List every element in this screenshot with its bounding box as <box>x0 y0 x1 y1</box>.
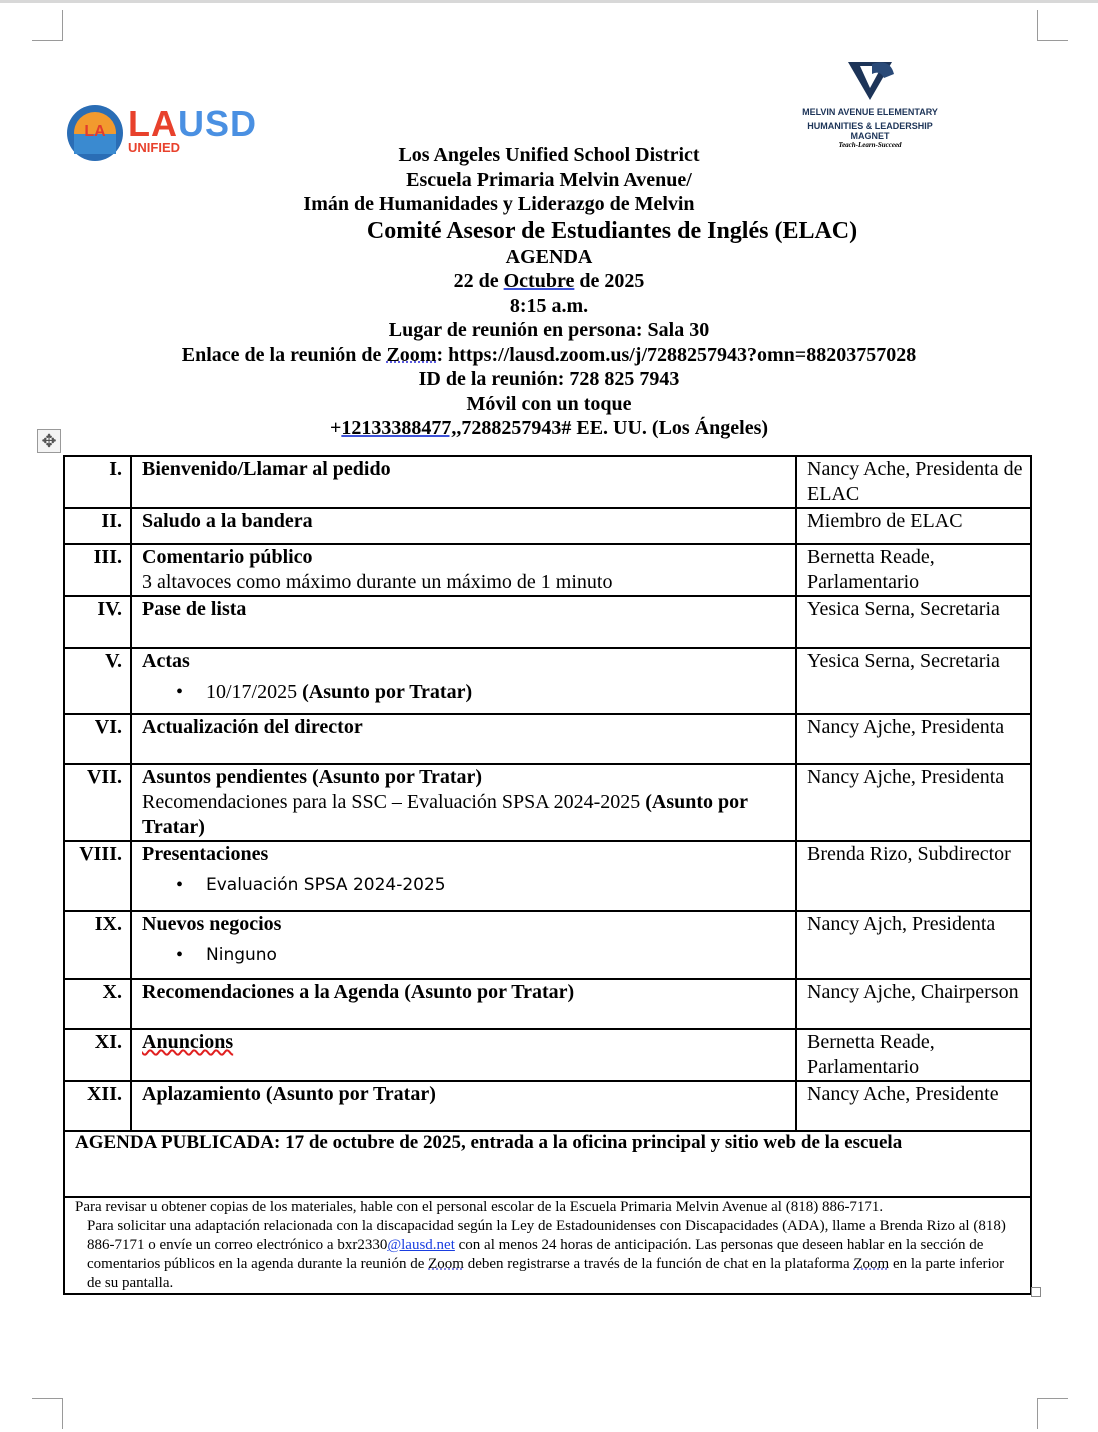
item-title-text: Saludo a la bandera <box>142 510 313 532</box>
item-content <box>131 508 796 544</box>
table-move-handle-icon[interactable]: ✥ <box>37 429 61 453</box>
footer-text: Para solicitar una adaptación relacionada con la discapacidad según la Ley de Estadounidenses con Discapacidades (ADA), llame a Brenda Rizo al (818) 886-7171 o envíe un correo electrónico a bxr2330 <box>87 1218 1006 1253</box>
committee-title: Comité Asesor de Estudiantes de Inglés (ELAC) <box>366 217 858 244</box>
agenda-table <box>63 455 1032 1295</box>
meeting-time: 8:15 a.m. <box>509 294 589 317</box>
agenda-item-row <box>64 456 1031 508</box>
bullet-icon: • <box>176 874 184 896</box>
crop-mark <box>32 10 63 41</box>
item-title <box>142 649 795 674</box>
item-content <box>131 1029 796 1081</box>
crop-mark <box>1037 10 1068 41</box>
school-name: Escuela Primaria Melvin Avenue/ <box>406 168 692 191</box>
meeting-location: Lugar de reunión en persona: Sala 30 <box>388 319 710 341</box>
zoom-word: Zoom <box>386 343 437 366</box>
item-number: XII. <box>64 1081 131 1131</box>
bullet-text <box>206 873 446 898</box>
item-title <box>142 1082 795 1107</box>
item-content <box>131 544 796 596</box>
item-subtext <box>142 570 795 595</box>
item-subtext-bold: (Asunto por Tratar) <box>142 791 748 838</box>
item-presenter: Miembro de ELAC <box>796 508 1031 544</box>
agenda-item-row <box>64 714 1031 764</box>
item-presenter: Yesica Serna, Secretaria <box>796 648 1031 714</box>
bullet-text-part: 10/17/2025 <box>206 681 303 703</box>
phone-line <box>0 416 1098 441</box>
item-presenter: Nancy Ajche, Chairperson <box>796 979 1031 1029</box>
email-link[interactable]: @lausd.net <box>387 1237 455 1253</box>
melvin-logo <box>790 58 950 149</box>
date-month: Octubre <box>503 270 575 292</box>
item-title-text: Actas <box>142 650 190 672</box>
phone-suffix: 7288257943# EE. UU. (Los Ángeles) <box>461 417 769 439</box>
zoom-link-line <box>0 343 1098 368</box>
item-bullet <box>176 680 795 705</box>
item-number: XI. <box>64 1029 131 1081</box>
item-presenter: Nancy Ajche, Presidenta <box>796 714 1031 764</box>
melvin-logo-line1: MELVIN AVENUE ELEMENTARY <box>802 107 938 117</box>
item-title-text: Actualización del director <box>142 716 363 738</box>
item-content <box>131 764 796 841</box>
item-title-text: Pase de lista <box>142 598 247 620</box>
item-content <box>131 596 796 648</box>
phone-link[interactable]: 12133388477,, <box>341 417 462 439</box>
agenda-item-row <box>64 841 1031 911</box>
bullet-text <box>206 680 472 705</box>
bullet-text-part: Ninguno <box>206 945 277 965</box>
item-title <box>142 1030 795 1055</box>
agenda-item-row <box>64 1081 1031 1131</box>
mobile-label: Móvil con un toque <box>466 392 632 415</box>
item-presenter: Nancy Ajch, Presidenta <box>796 911 1031 979</box>
agenda-item-row <box>64 764 1031 841</box>
zoom-word: Zoom <box>853 1256 890 1272</box>
item-content <box>131 714 796 764</box>
item-title <box>142 842 795 867</box>
district-name: Los Angeles Unified School District <box>398 144 700 166</box>
agenda-item-row <box>64 596 1031 648</box>
footer-line1: Para revisar u obtener copias de los materiales, hable con el personal escolar de la Escuela Primaria Melvin Avenue al (818) 886-7171. <box>75 1199 884 1215</box>
lausd-logo: LA LAUSD UNIFIED <box>66 104 266 162</box>
item-bullet <box>176 943 795 968</box>
table-resize-handle[interactable] <box>1031 1287 1041 1297</box>
item-title <box>142 509 795 534</box>
agenda-item-row <box>64 544 1031 596</box>
item-number: III. <box>64 544 131 596</box>
item-presenter: Brenda Rizo, Subdirector <box>796 841 1031 911</box>
item-title <box>142 457 795 482</box>
agenda-item-row <box>64 508 1031 544</box>
item-subtext-text: 3 altavoces como máximo durante un máximo de 1 minuto <box>142 571 613 593</box>
item-number: VI. <box>64 714 131 764</box>
zoom-prefix: Enlace de la reunión de <box>181 343 387 366</box>
item-number: II. <box>64 508 131 544</box>
document-header <box>0 143 1098 441</box>
bullet-text-part: Evaluación SPSA 2024-2025 <box>206 875 446 895</box>
melvin-logo-line2: HUMANITIES & LEADERSHIP MAGNET <box>807 121 933 141</box>
published-notice: AGENDA PUBLICADA: 17 de octubre de 2025, entrada a la oficina principal y sitio web de la escuela <box>64 1131 1031 1197</box>
bullet-icon: • <box>176 944 184 966</box>
melvin-logo-line3: Teach-Learn-Succeed <box>838 141 902 149</box>
item-presenter: Bernetta Reade, Parlamentario <box>796 1029 1031 1081</box>
date-suffix: de 2025 <box>574 270 645 292</box>
item-number: IX. <box>64 911 131 979</box>
footer-text: en la parte inferior de su pantalla. <box>87 1256 1005 1291</box>
footer-notice <box>64 1197 1031 1294</box>
item-number: VIII. <box>64 841 131 911</box>
item-presenter: Nancy Ache, Presidente <box>796 1081 1031 1131</box>
item-presenter: Nancy Ache, Presidenta de ELAC <box>796 456 1031 508</box>
item-title-text: Aplazamiento (Asunto por Tratar) <box>142 1083 436 1105</box>
item-number: VII. <box>64 764 131 841</box>
item-number: X. <box>64 979 131 1029</box>
item-title-text: Recomendaciones a la Agenda (Asunto por Tratar) <box>142 981 575 1003</box>
item-number: IV. <box>64 596 131 648</box>
footer-paragraph <box>87 1217 1018 1293</box>
item-title-text: Anuncions <box>142 1031 234 1053</box>
crop-mark <box>1037 1398 1068 1429</box>
item-title-text: Presentaciones <box>142 843 269 865</box>
item-subtext-text: Recomendaciones para la SSC – Evaluación SPSA 2024-2025 <box>142 791 646 813</box>
item-bullet <box>176 873 795 898</box>
zoom-word: Zoom <box>428 1256 464 1272</box>
published-row <box>64 1131 1031 1197</box>
item-title <box>142 765 795 790</box>
item-title-text: Nuevos negocios <box>142 913 282 935</box>
item-title-text: Asuntos pendientes (Asunto por Tratar) <box>142 766 483 788</box>
page-top-edge <box>0 0 1098 3</box>
item-content <box>131 979 796 1029</box>
item-content <box>131 841 796 911</box>
agenda-item-row <box>64 1029 1031 1081</box>
item-subtext <box>142 790 795 840</box>
agenda-title: AGENDA <box>505 245 593 268</box>
date-prefix: 22 de <box>453 270 504 292</box>
item-title-text: Comentario público <box>142 546 313 568</box>
footer-row <box>64 1197 1031 1294</box>
item-presenter: Yesica Serna, Secretaria <box>796 596 1031 648</box>
bullet-text-bold: (Asunto por Tratar) <box>302 681 473 703</box>
item-content <box>131 911 796 979</box>
item-content <box>131 648 796 714</box>
item-presenter: Bernetta Reade, Parlamentario <box>796 544 1031 596</box>
agenda-item-row <box>64 648 1031 714</box>
item-title-text: Bienvenido/Llamar al pedido <box>142 458 391 480</box>
phone-prefix: + <box>329 417 342 439</box>
crop-mark <box>32 1398 63 1429</box>
item-title <box>142 980 795 1005</box>
item-content <box>131 1081 796 1131</box>
footer-text: con al menos 24 horas de anticipación. Las personas que deseen hablar en la sección de comentarios públicos en la agenda durante la reunión de <box>87 1237 984 1272</box>
zoom-url[interactable]: : https://lausd.zoom.us/j/7288257943?omn=88203757028 <box>436 343 917 366</box>
item-title <box>142 597 795 622</box>
item-title <box>142 545 795 570</box>
agenda-item-row <box>64 911 1031 979</box>
lausd-logo-sub: UNIFIED <box>128 140 180 155</box>
item-presenter: Nancy Ajche, Presidenta <box>796 764 1031 841</box>
bullet-icon: • <box>176 681 184 703</box>
meeting-date <box>0 269 1098 294</box>
item-number: I. <box>64 456 131 508</box>
meeting-id: ID de la reunión: 728 825 7943 <box>418 368 680 390</box>
agenda-item-row <box>64 979 1031 1029</box>
footer-text: deben registrarse a través de la función de chat en la plataforma <box>463 1256 854 1272</box>
magnet-name: Imán de Humanidades y Liderazgo de Melvin <box>303 193 695 215</box>
item-title <box>142 912 795 937</box>
item-title <box>142 715 795 740</box>
svg-text:LA: LA <box>84 123 106 140</box>
item-content <box>131 456 796 508</box>
bullet-text <box>206 943 277 968</box>
item-number: V. <box>64 648 131 714</box>
